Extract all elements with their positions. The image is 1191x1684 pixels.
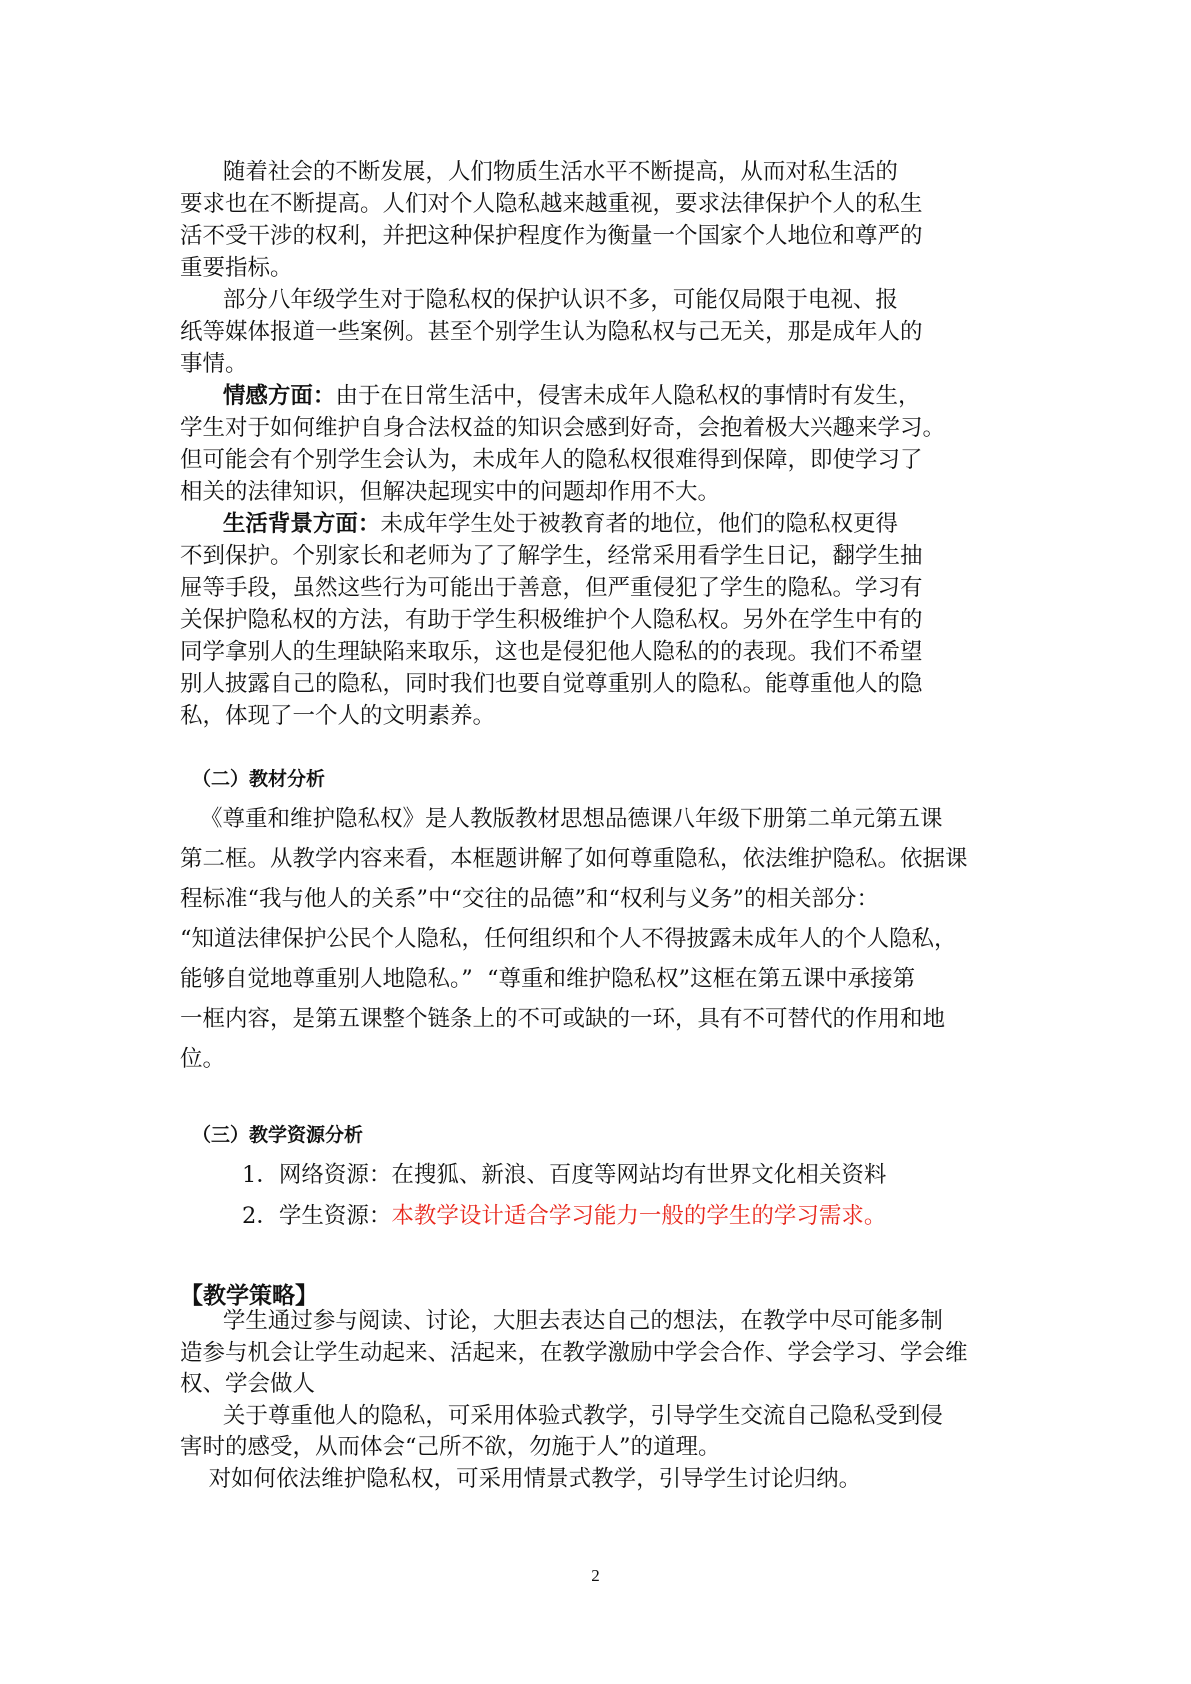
text-line: 造参与机会让学生动起来、活起来，在教学激励中学会合作、学会学习、学会维 <box>180 1339 968 1366</box>
resources-heading: （三）教学资源分析 <box>192 1124 364 1146</box>
text-line: 一框内容，是第五课整个链条上的不可或缺的一环，具有不可替代的作用和地 <box>180 1006 946 1032</box>
text-line: 害时的感受，从而体会“己所不欲，勿施于人”的道理。 <box>180 1434 721 1460</box>
emotion-first-line <box>180 380 1030 412</box>
text-line: 活不受干涉的权利，并把这种保护程度作为衡量一个国家个人地位和尊严的 <box>180 223 923 249</box>
text-line: 要求也在不断提高。人们对个人隐私越来越重视，要求法律保护个人的私生 <box>180 191 923 217</box>
resource-item-students-label: 2．学生资源： <box>242 1203 392 1229</box>
text-line: 重要指标。 <box>180 255 293 281</box>
text-line: 但可能会有个别学生会认为，未成年人的隐私权很难得到保障，即使学习了 <box>180 447 923 473</box>
text-line: 事情。 <box>180 351 248 377</box>
text-line: 别人披露自己的隐私，同时我们也要自觉尊重别人的隐私。能尊重他人的隐 <box>180 671 923 697</box>
text-line: 《尊重和维护隐私权》是人教版教材思想品德课八年级下册第二单元第五课 <box>200 806 943 832</box>
text-line: 关保护隐私权的方法，有助于学生积极维护个人隐私权。另外在学生中有的 <box>180 607 923 633</box>
life-label: 生活背景方面： <box>222 511 381 537</box>
text-line: 屉等手段，虽然这些行为可能出于善意，但严重侵犯了学生的隐私。学习有 <box>180 575 923 601</box>
text-line: 关于尊重他人的隐私，可采用体验式教学，引导学生交流自己隐私受到侵 <box>180 1402 943 1429</box>
resource-item-students <box>242 1198 886 1230</box>
life-first-line <box>180 508 1030 540</box>
textbook-heading: （二）教材分析 <box>192 768 326 790</box>
resource-item-students-highlight: 本教学设计适合学习能力一般的学生的学习需求。 <box>391 1203 887 1229</box>
text-line: 不到保护。个别家长和老师为了了解学生，经常采用看学生日记，翻学生抽 <box>180 543 923 569</box>
text-line: 能够自觉地尊重别人地隐私。” “尊重和维护隐私权”这框在第五课中承接第 <box>180 966 916 992</box>
text-line: “知道法律保护公民个人隐私，任何组织和个人不得披露未成年人的个人隐私， <box>180 926 957 952</box>
text-line: 对如何依法维护隐私权，可采用情景式教学，引导学生讨论归纳。 <box>180 1465 862 1492</box>
resource-item-network: 1．网络资源：在搜狐、新浪、百度等网站均有世界文化相关资料 <box>242 1162 887 1188</box>
emotion-first-line-text: 由于在日常生活中，侵害未成年人隐私权的事情时有发生， <box>335 383 921 409</box>
text-line: 学生对于如何维护自身合法权益的知识会感到好奇，会抱着极大兴趣来学习。 <box>180 415 946 441</box>
text-line: 纸等媒体报道一些案例。甚至个别学生认为隐私权与己无关，那是成年人的 <box>180 319 923 345</box>
life-first-line-text: 未成年学生处于被教育者的地位，他们的隐私权更得 <box>380 511 898 537</box>
page-number: 2 <box>591 1566 600 1585</box>
strategy-title: 【教学策略】 <box>180 1283 318 1309</box>
textbook-paragraph <box>180 799 1030 1079</box>
text-line: 相关的法律知识，但解决起现实中的问题却作用不大。 <box>180 479 721 505</box>
text-line: 部分八年级学生对于隐私权的保护认识不多，可能仅局限于电视、报 <box>180 287 898 313</box>
strategy-paragraphs <box>180 1306 1030 1495</box>
text-line: 程标准“我与他人的关系”中“交往的品德”和“权利与义务”的相关部分： <box>180 886 880 912</box>
emotion-label: 情感方面： <box>222 383 336 409</box>
text-line: 私，体现了一个人的文明素养。 <box>180 703 496 729</box>
text-line: 第二框。从教学内容来看，本框题讲解了如何尊重隐私，依法维护隐私。依据课 <box>180 846 968 872</box>
text-line: 随着社会的不断发展，人们物质生活水平不断提高，从而对私生活的 <box>180 159 898 185</box>
text-line: 同学拿别人的生理缺陷来取乐，这也是侵犯他人隐私的的表现。我们不希望 <box>180 639 923 665</box>
text-line: 位。 <box>180 1046 226 1072</box>
text-line: 学生通过参与阅读、讨论，大胆去表达自己的想法，在教学中尽可能多制 <box>180 1308 943 1334</box>
text-line: 权、学会做人 <box>180 1371 316 1397</box>
intro-paragraphs <box>180 156 1030 732</box>
